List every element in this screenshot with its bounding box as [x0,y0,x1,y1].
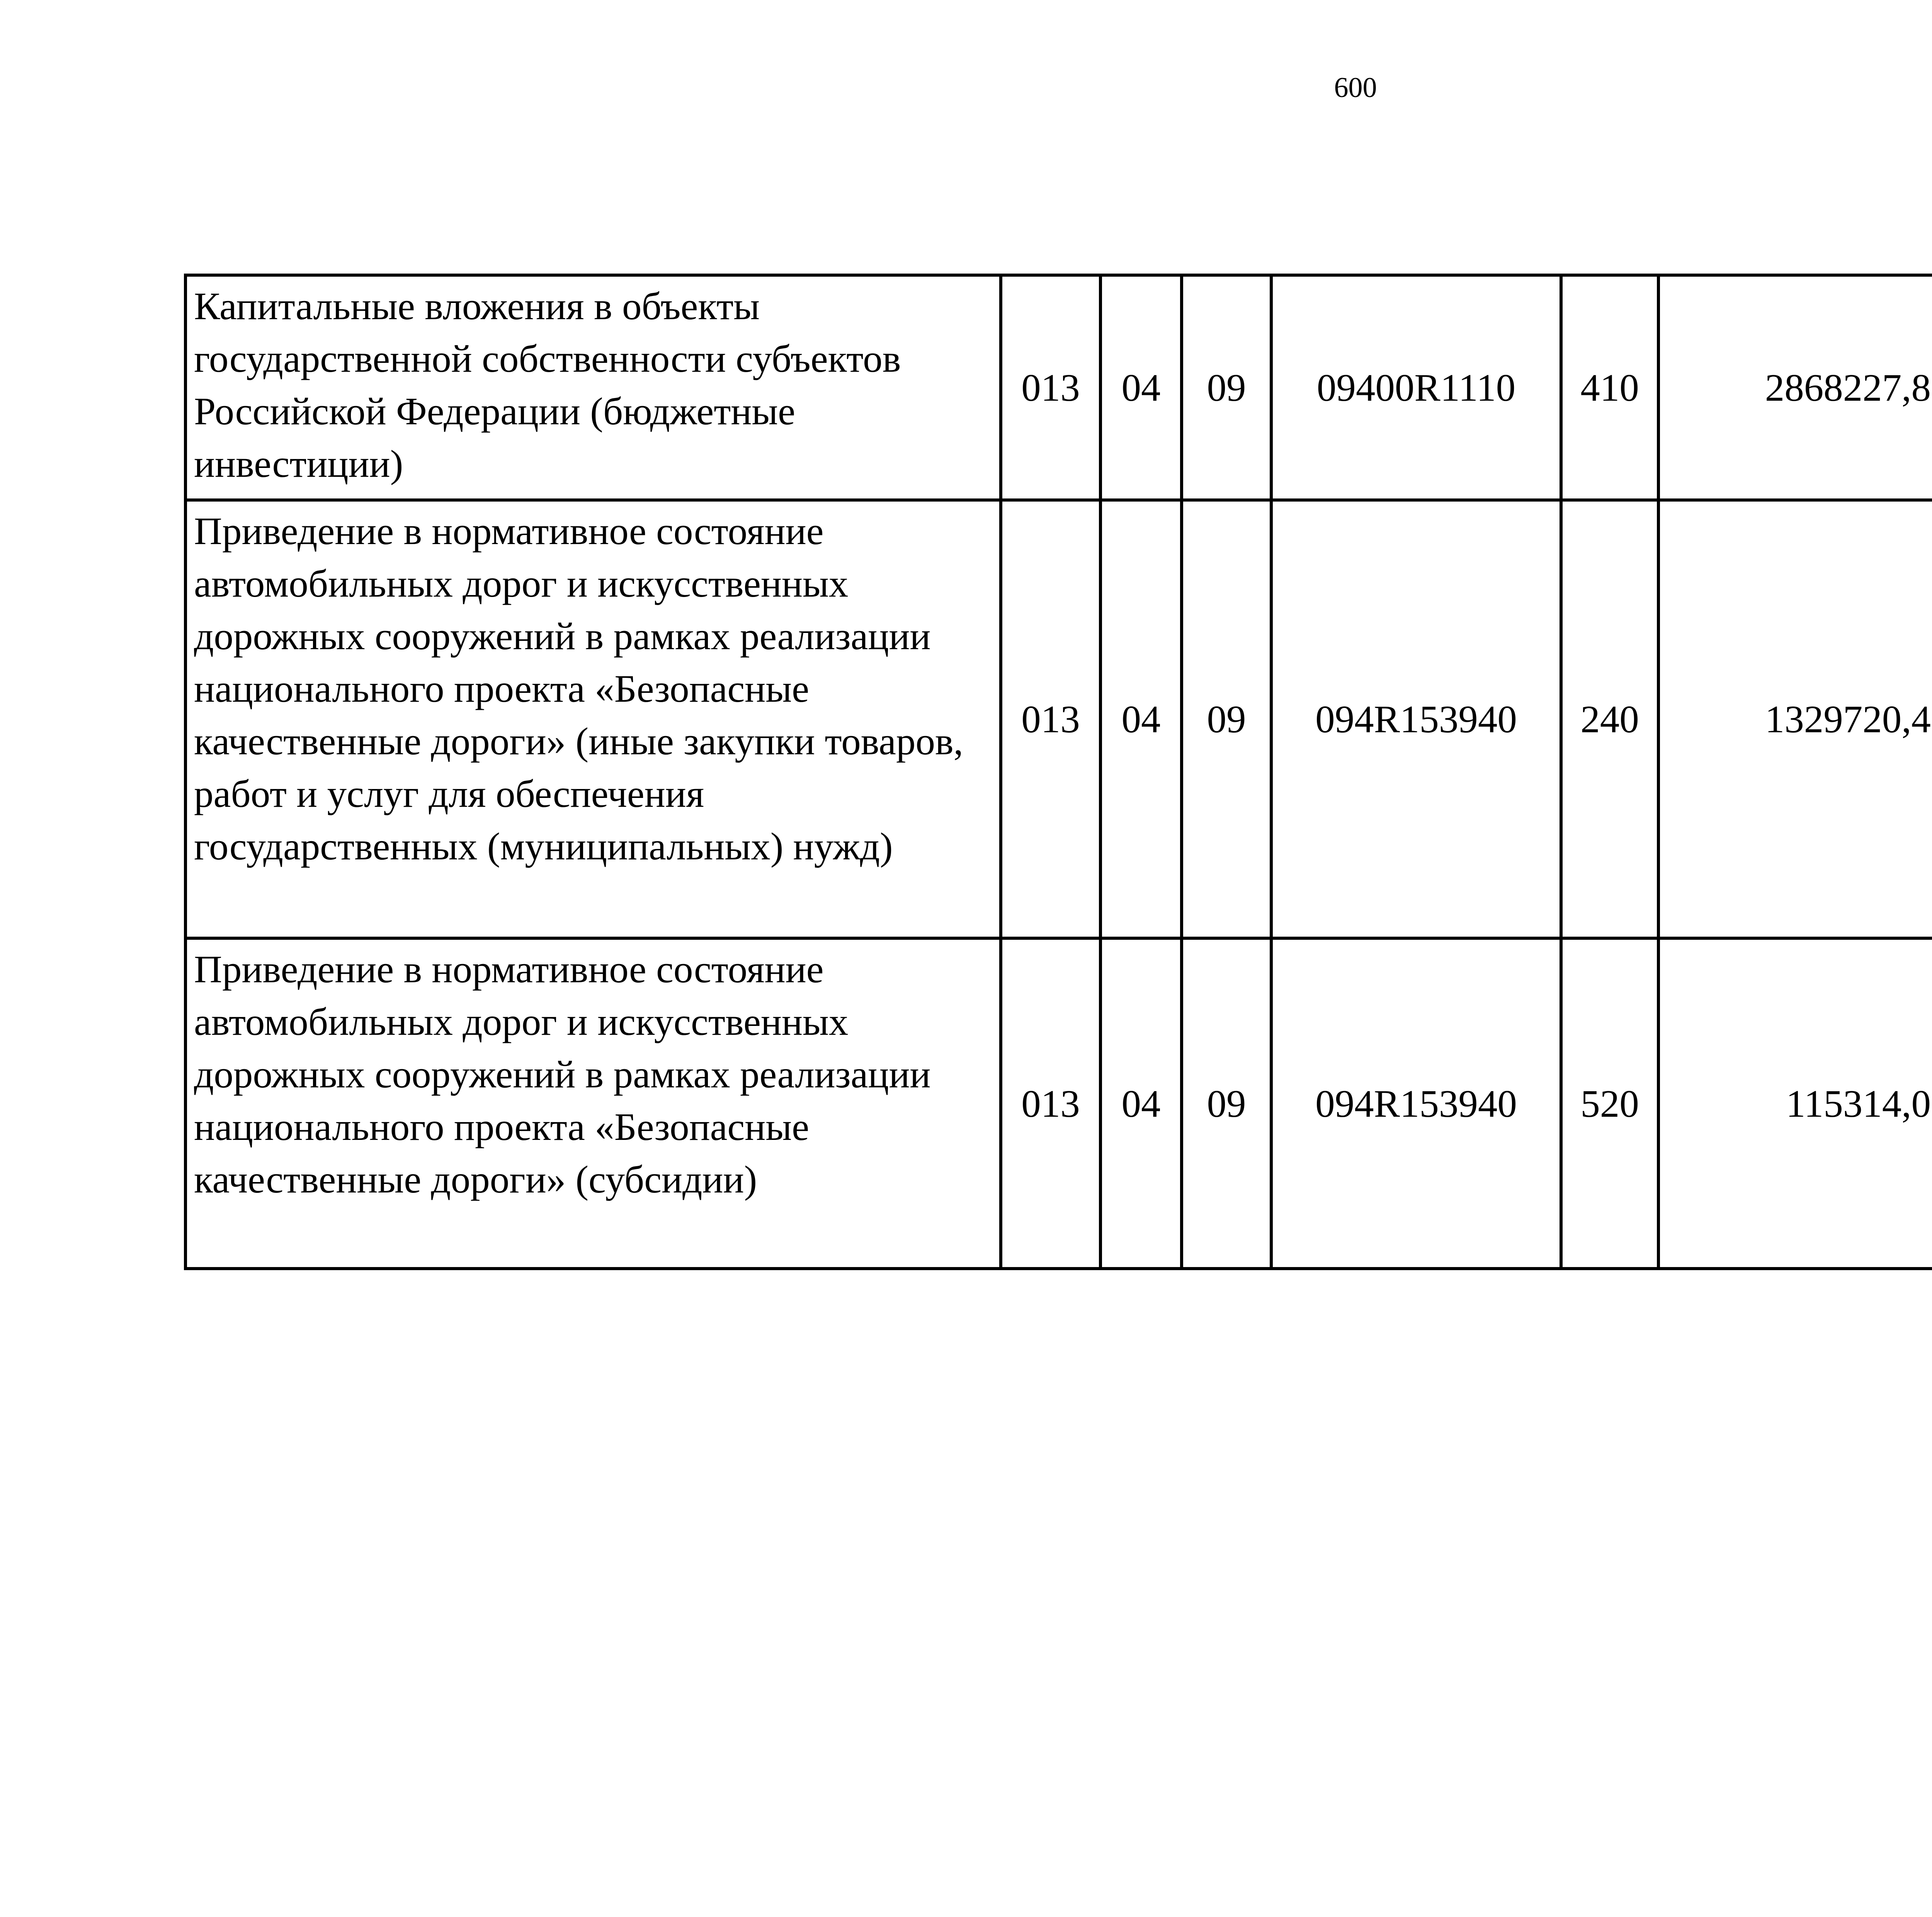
row-description: Капитальные вложения в объекты государственной собственности субъектов Российской Федерации (бюджетные инвестиции) [185,275,1001,500]
row-description: Приведение в нормативное состояние автомобильных дорог и искусственных дорожных сооружений в рамках реализации национального проекта «Безопасные качественные дороги» (иные закупки товаров, работ и услуг для обеспечения государственных (муниципальных) нужд) [185,500,1001,938]
target-article-code: 09400R1110 [1271,275,1561,500]
budget-table [184,274,1932,1270]
expense-type-code: 410 [1561,275,1658,500]
amount-1: 115314,0 [1658,938,1932,1269]
ministry-code: 013 [1001,938,1100,1269]
target-article-code: 094R153940 [1271,500,1561,938]
expense-type-code: 240 [1561,500,1658,938]
expense-type-code: 520 [1561,938,1658,1269]
target-article-code: 094R153940 [1271,938,1561,1269]
row-description: Приведение в нормативное состояние автомобильных дорог и искусственных дорожных сооружений в рамках реализации национального проекта «Безопасные качественные дороги» (субсидии) [185,938,1001,1269]
ministry-code: 013 [1001,275,1100,500]
amount-1: 2868227,8 [1658,275,1932,500]
section-code: 04 [1100,938,1182,1269]
subsection-code: 09 [1182,938,1271,1269]
table-row [185,938,1932,1269]
subsection-code: 09 [1182,275,1271,500]
subsection-code: 09 [1182,500,1271,938]
amount-1: 1329720,4 [1658,500,1932,938]
section-code: 04 [1100,500,1182,938]
table-row [185,500,1932,938]
page-number: 600 [1334,72,1377,104]
section-code: 04 [1100,275,1182,500]
table-row [185,275,1932,500]
ministry-code: 013 [1001,500,1100,938]
